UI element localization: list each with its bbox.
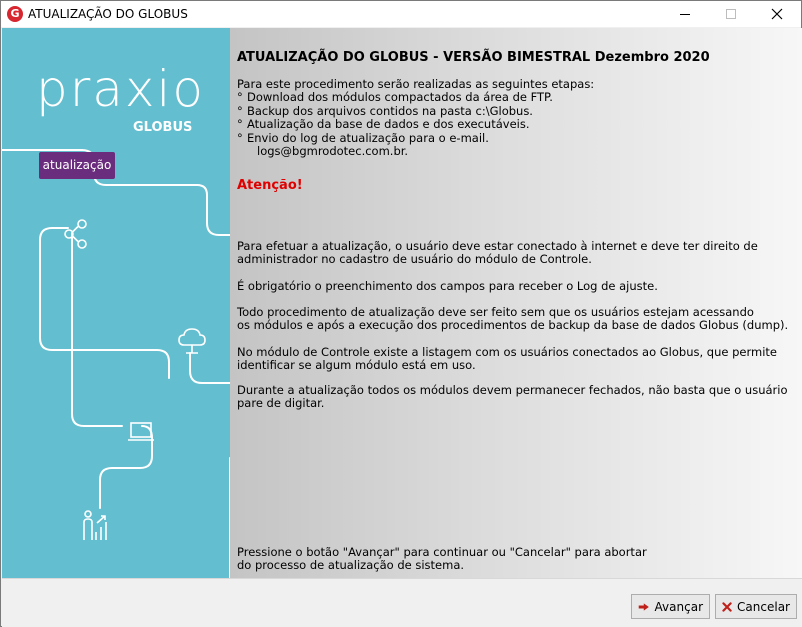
paragraph [237, 280, 658, 293]
button-bar [2, 578, 802, 627]
cancel-button[interactable] [715, 594, 797, 619]
log-email: logs@bgmrodotec.com.br. [257, 144, 409, 159]
laptop-icon [127, 421, 155, 443]
list-item: ° Atualização da base de dados e dos executáveis. [237, 118, 594, 131]
content-panel [230, 28, 802, 578]
praxio-logo: praxio [36, 60, 206, 118]
network-nodes-icon [62, 219, 90, 249]
steps-list [237, 91, 594, 145]
title-bar[interactable] [1, 1, 801, 27]
globus-label: GLOBUS [133, 120, 193, 135]
next-button-label: Avançar [654, 599, 703, 614]
footer-instructions [237, 546, 647, 573]
people-growth-icon [81, 510, 109, 542]
steps-block [237, 78, 594, 158]
cloud-icon [178, 327, 206, 357]
paragraph [237, 384, 787, 411]
paragraph-line: Todo procedimento de atualização deve ser feito sem que os usuários estejam acessando [237, 305, 754, 319]
intro-text: Para este procedimento serão realizadas as seguintes etapas: [237, 77, 595, 91]
paragraph-line: administrador no cadastro de usuário do módulo de Controle. [237, 252, 592, 267]
atualizacao-badge: atualização [39, 152, 115, 179]
window-title: ATUALIZAÇÃO DO GLOBUS [28, 7, 188, 21]
maximize-icon [726, 9, 736, 19]
page-title: ATUALIZAÇÃO DO GLOBUS - VERSÃO BIMESTRAL Dezembro 2020 [237, 50, 710, 65]
list-item: ° Backup dos arquivos contidos na pasta c:\Globus. [237, 105, 594, 118]
maximize-button [708, 1, 754, 27]
minimize-button[interactable] [662, 1, 708, 27]
close-button[interactable] [754, 1, 800, 27]
close-icon [771, 8, 783, 20]
paragraph-line: pare de digitar. [237, 396, 325, 411]
minimize-icon [680, 14, 690, 15]
paragraph [237, 240, 758, 267]
app-logo-icon: G [7, 6, 23, 22]
paragraph [237, 346, 777, 373]
praxio-banner [2, 28, 230, 578]
footer-line: do processo de atualização de sistema. [237, 558, 465, 573]
paragraph-line: Para efetuar a atualização, o usuário deve estar conectado à internet e deve ter direito de [237, 239, 758, 253]
x-icon [722, 600, 732, 614]
next-button[interactable] [631, 594, 710, 619]
arrow-right-icon [638, 601, 650, 613]
paragraph-line: No módulo de Controle existe a listagem com os usuários conectados ao Globus, que permite [237, 345, 777, 359]
list-item: ° Envio do log de atualização para o e-mail. [237, 132, 594, 145]
paragraph-line: É obrigatório o preenchimento dos campos para receber o Log de ajuste. [237, 279, 658, 293]
paragraph [237, 306, 788, 333]
list-item: ° Download dos módulos compactados da área de FTP. [237, 91, 594, 104]
footer-line: Pressione o botão "Avançar" para continuar ou "Cancelar" para abortar [237, 545, 647, 559]
cancel-button-label: Cancelar [737, 599, 790, 614]
paragraph-line: os módulos e após a execução dos procedimentos de backup da base de dados Globus (dump). [237, 318, 789, 333]
attention-heading: Atenção! [237, 178, 303, 193]
paragraph-line: Durante a atualização todos os módulos devem permanecer fechados, não basta que o usuário [237, 383, 788, 397]
paragraph-line: identificar se algum módulo está em uso. [237, 358, 476, 373]
